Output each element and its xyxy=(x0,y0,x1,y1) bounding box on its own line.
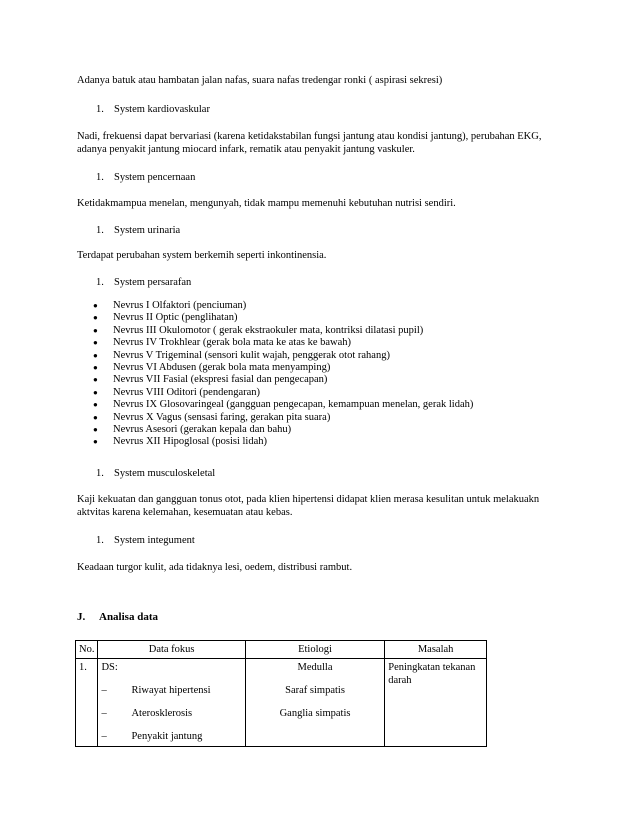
table-header-row xyxy=(76,641,487,659)
paragraph-digest: Ketidakmampua menelan, mengunyah, tidak mampu memenuhi kebutuhan nutrisi sendiri. xyxy=(77,198,456,209)
etiologi-item: Medulla xyxy=(297,662,333,673)
paragraph-musculo: Kaji kekuatan dan gangguan tonus otot, pada klien hipertensi didapat klien merasa kesulitan untuk melakuakn aktvitas karena kelemahan, kesemuatan atau kebas. xyxy=(77,494,540,518)
bullet-icon: ● xyxy=(93,362,98,372)
header-no: No. xyxy=(76,641,98,659)
section-label: System persarafan xyxy=(114,277,192,288)
section-number: 1. xyxy=(96,172,104,183)
heading-title: Analisa data xyxy=(99,611,158,623)
table-row xyxy=(76,659,487,747)
bullet-icon: ● xyxy=(93,375,98,385)
section-label: System musculoskeletal xyxy=(114,468,216,479)
section-musculo xyxy=(96,467,215,480)
paragraph-integ: Keadaan turgor kulit, ada tidaknya lesi, oedem, distribusi rambut. xyxy=(77,562,353,573)
bullet-icon: ● xyxy=(93,387,98,397)
list-item: ● Nevrus X Vagus (sensasi faring, gerakan pita suara) xyxy=(93,411,331,423)
section-cardio xyxy=(96,103,210,116)
list-item: – Penyakit jantung xyxy=(101,731,203,742)
list-item: ● Nevrus VI Abdusen (gerak bola mata menyamping) xyxy=(93,361,331,373)
section-label: System integument xyxy=(114,535,195,546)
dash-icon: – xyxy=(101,731,107,742)
header-masalah: Masalah xyxy=(385,641,487,659)
list-item: ● Nevrus I Olfaktori (penciuman) xyxy=(93,300,247,311)
bullet-icon: ● xyxy=(93,400,98,410)
header-fokus: Data fokus xyxy=(98,641,245,659)
bullet-icon: ● xyxy=(93,437,98,447)
bullet-icon: ● xyxy=(93,325,98,335)
section-heading xyxy=(77,611,158,624)
paragraph-cardio: Nadi, frekuensi dapat bervariasi (karena ketidakstabilan fungsi jantung atau kondisi jantung), perubahan EKG, adanya penyakit jantung miocard infark, rematik atau penyakit jantung vaskuler. xyxy=(77,131,542,155)
header-etiologi: Etiologi xyxy=(245,641,384,659)
section-digest xyxy=(96,171,195,184)
bullet-icon: ● xyxy=(93,338,98,348)
dash-icon: – xyxy=(101,685,107,696)
section-neuro xyxy=(96,276,191,289)
nerve-list xyxy=(93,300,553,449)
etiologi-item: Ganglia simpatis xyxy=(279,708,351,719)
bullet-icon: ● xyxy=(93,424,98,434)
paragraph-respiration: Adanya batuk atau hambatan jalan nafas, suara nafas tredengar ronki ( aspirasi sekresi) xyxy=(77,75,443,86)
section-label: System kardiovaskular xyxy=(114,104,210,115)
list-item: ● Nevrus IV Trokhlear (gerak bola mata ke atas ke bawah) xyxy=(93,337,352,349)
list-item: ● Nevrus II Optic (penglihatan) xyxy=(93,312,238,324)
etiologi-item: Saraf simpatis xyxy=(285,685,345,696)
section-number: 1. xyxy=(96,468,104,479)
section-number: 1. xyxy=(96,277,104,288)
cell-masalah: Peningkatan tekanan darah xyxy=(385,659,487,747)
list-item: ● Nevrus V Trigeminal (sensori kulit wajah, penggerak otot rahang) xyxy=(93,349,390,361)
list-item: ● Nevrus XII Hipoglosal (posisi lidah) xyxy=(93,436,267,448)
heading-letter: J. xyxy=(77,611,86,623)
section-label: System pencernaan xyxy=(114,172,196,183)
cell-etiologi xyxy=(245,659,384,747)
section-label: System urinaria xyxy=(114,225,181,236)
list-item: ● Nevrus IX Glosovaringeal (gangguan pengecapan, kemampuan menelan, gerak lidah) xyxy=(93,399,474,411)
analysis-table xyxy=(75,640,487,747)
bullet-icon: ● xyxy=(93,350,98,360)
list-item: ● Nevrus VIII Oditori (pendengaran) xyxy=(93,386,261,398)
list-item: ● Nevrus VII Fasial (ekspresi fasial dan pengecapan) xyxy=(93,374,328,386)
list-item: ● Nevrus III Okulomotor ( gerak ekstraokuler mata, kontriksi dilatasi pupil) xyxy=(93,324,424,336)
section-integ xyxy=(96,534,195,547)
paragraph-urin: Terdapat perubahan system berkemih seperti inkontinensia. xyxy=(77,250,327,261)
section-urin xyxy=(96,224,180,237)
cell-fokus xyxy=(98,659,245,747)
section-number: 1. xyxy=(96,104,104,115)
section-number: 1. xyxy=(96,225,104,236)
list-item: – Riwayat hipertensi xyxy=(101,685,211,696)
section-number: 1. xyxy=(96,535,104,546)
dash-icon: – xyxy=(101,708,107,719)
bullet-icon: ● xyxy=(93,301,98,310)
list-item: – Aterosklerosis xyxy=(101,708,193,719)
bullet-icon: ● xyxy=(93,313,98,323)
bullet-icon: ● xyxy=(93,412,98,422)
list-item: ● Nevrus Asesori (gerakan kepala dan bahu) xyxy=(93,423,292,435)
ds-label: DS: xyxy=(101,662,118,673)
cell-no: 1. xyxy=(76,659,98,747)
